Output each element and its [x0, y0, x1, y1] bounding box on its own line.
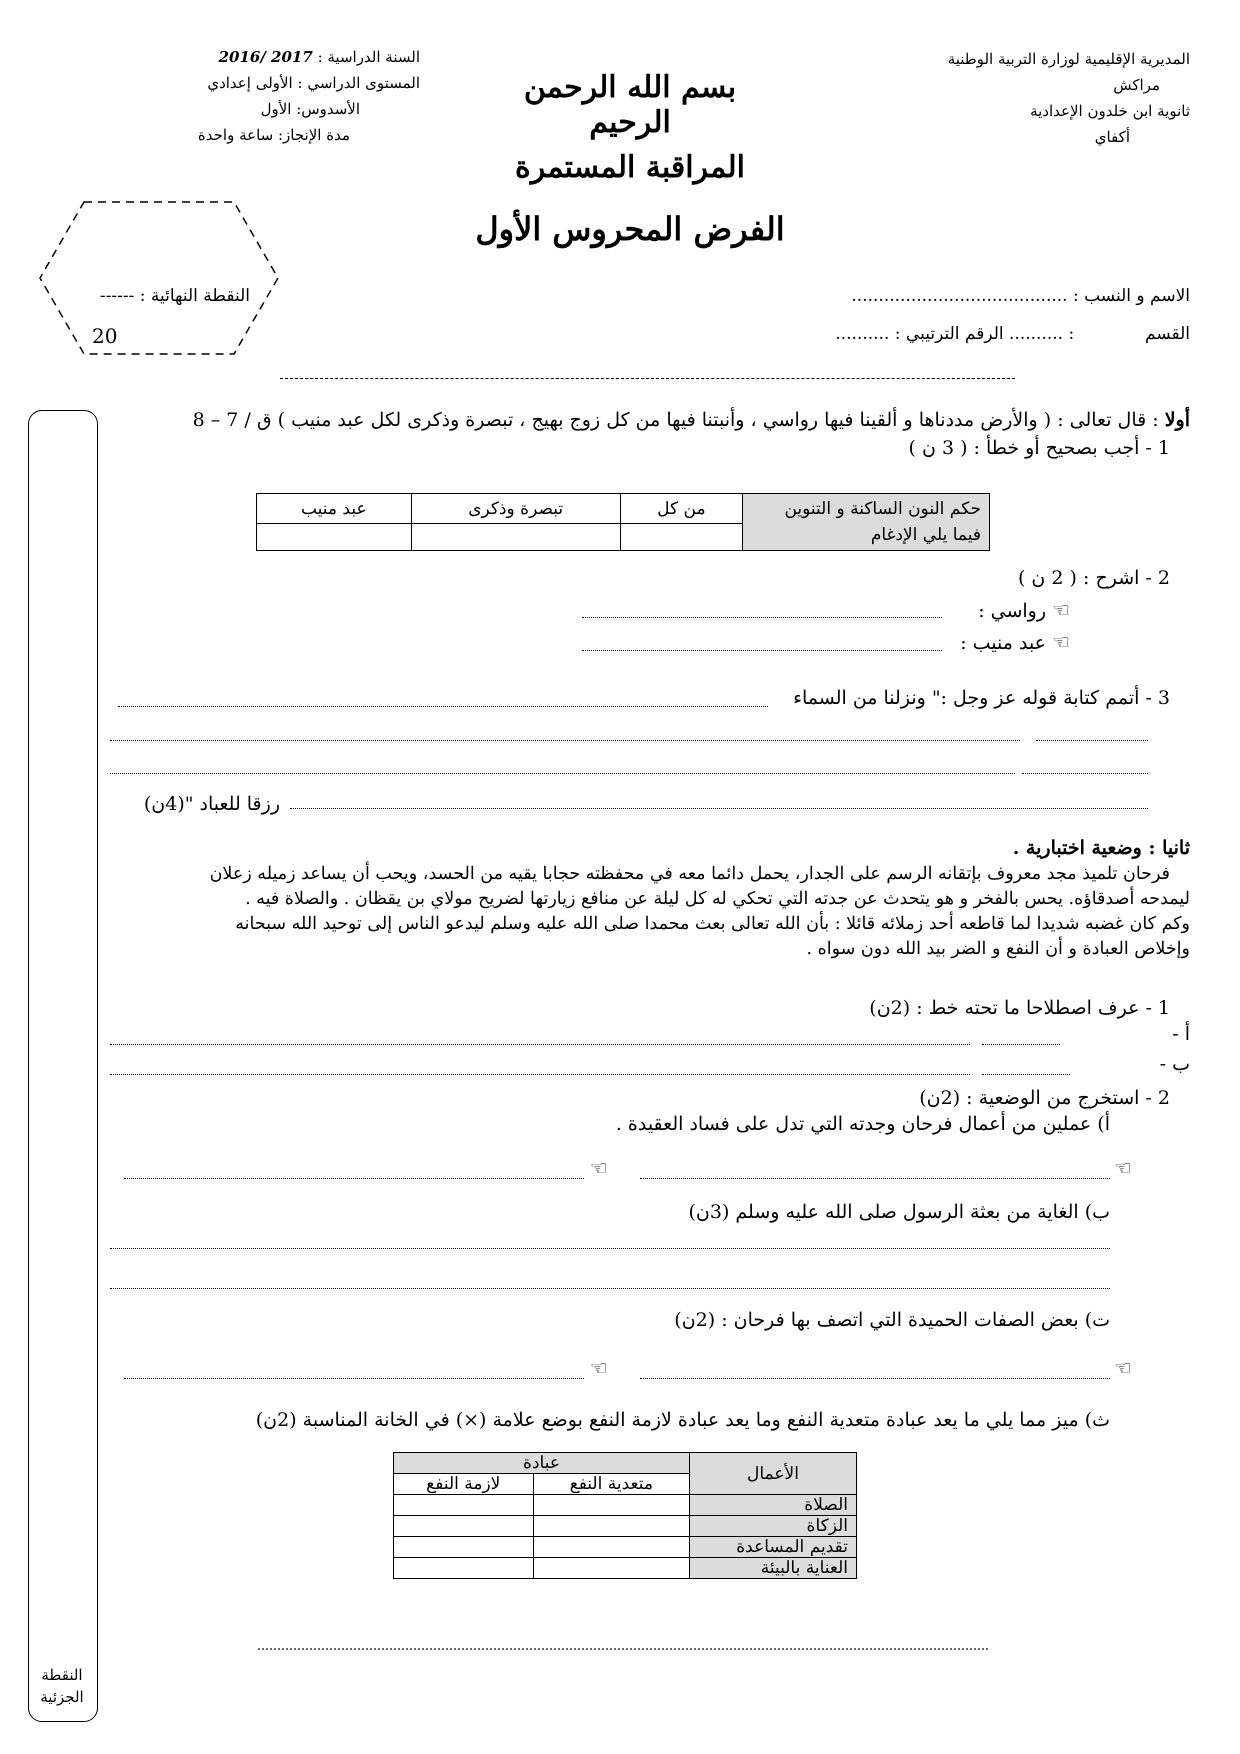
pointer-icon: ☜: [1052, 630, 1070, 654]
p2-q1-a-answer-2[interactable]: [982, 1044, 1060, 1045]
p1-question-1: 1 - أجب بصحيح أو خطأ : ( 3 ن ): [908, 437, 1170, 459]
pointer-icon: ☜: [590, 1356, 608, 1380]
verse-completion-line-4[interactable]: [290, 808, 1148, 809]
p2-q2-c: ت) بعض الصفات الحميدة التي اتصف بها فرحان : (2ن): [674, 1309, 1110, 1331]
verse-completion-line-1[interactable]: [118, 706, 768, 707]
p1-question-2: 2 - اشرح : ( 2 ن ): [1017, 567, 1170, 589]
work-row-cell[interactable]: [533, 1558, 689, 1579]
partial-score-label-1: النقطة: [41, 1666, 83, 1684]
explain-answer-2[interactable]: [582, 650, 942, 651]
part2-heading: ثانيا : وضعية اختبارية .: [1012, 837, 1190, 859]
part1-heading: أولا: [1164, 409, 1190, 431]
idgham-answer-1[interactable]: [620, 524, 742, 551]
separator-line: [280, 378, 1015, 379]
p2-q1-b: ب -: [1159, 1053, 1190, 1075]
intransitive-header: لازمة النفع: [394, 1474, 534, 1495]
explain-item-2: [910, 630, 1070, 655]
school-name: ثانوية ابن خلدون الإعدادية: [1030, 102, 1190, 120]
level: المستوى الدراسي : الأولى إعدادي: [207, 74, 420, 92]
verse-completion-line-2[interactable]: [110, 740, 1020, 741]
work-row-cell[interactable]: [394, 1558, 534, 1579]
idgham-table: [256, 493, 990, 551]
work-row-label: الزكاة: [690, 1516, 857, 1537]
worship-header: عبادة: [394, 1453, 690, 1474]
name-field[interactable]: ........................................: [851, 286, 1068, 306]
partial-score-box: [28, 410, 98, 1722]
pointer-icon: ☜: [1052, 598, 1070, 622]
school-year: [100, 44, 420, 70]
explain-item-1: [910, 598, 1070, 623]
work-row-cell[interactable]: [533, 1516, 689, 1537]
duration: مدة الإنجاز: ساعة واحدة: [197, 126, 350, 144]
explain-term-2: عبد منيب :: [960, 632, 1047, 654]
footer-separator: [258, 1648, 988, 1650]
partial-score-label-2: الجزئية: [40, 1688, 84, 1706]
p2-q1-a-answer-1[interactable]: [110, 1044, 970, 1045]
verse-completion-line-3b[interactable]: [1022, 773, 1148, 774]
p1-question-3: 3 - أتمم كتابة قوله عز وجل :" ونزلنا من السماء: [793, 687, 1170, 709]
transitive-header: متعدية النفع: [533, 1474, 689, 1495]
work-row-label: الصلاة: [690, 1495, 857, 1516]
school-year-value: 2016/ 2017: [218, 48, 313, 66]
p2-q2-a-answer-2[interactable]: [640, 1178, 1110, 1179]
verse-intro: : قال تعالى :: [1057, 409, 1159, 431]
idgham-col-3: عبد منيب: [257, 494, 412, 524]
exam-title-1: المراقبة المستمرة: [515, 150, 745, 185]
situation-line-3: وكم كان غضبه شديدا لما قاطعه أحد زملائه قائلا : بأن الله تعالى بعث محمدا صلى الله عليه وسلم ليدعو الناس إلى توحيد الله سبحانه: [235, 914, 1190, 934]
name-row: [790, 286, 1190, 306]
verse-completion-line-2b[interactable]: [1036, 740, 1148, 741]
work-row-cell[interactable]: [533, 1495, 689, 1516]
p2-q1-b-answer-1[interactable]: [110, 1074, 970, 1075]
header-right: [890, 46, 1190, 150]
p2-q2-d: ث) ميز مما يلي ما يعد عبادة متعدية النفع وما يعد عبادة لازمة النفع بوضع علامة (×) في الخانة المناسبة (2ن): [255, 1409, 1110, 1431]
p2-q2-a-answer-1[interactable]: [124, 1178, 584, 1179]
explain-answer-1[interactable]: [582, 617, 942, 618]
p2-q2-b-answer-1[interactable]: [110, 1248, 1110, 1249]
verse-text: ( والأرض مددناها و ألقينا فيها رواسي ، وأنبتنا فيها من كل زوج بهيج ، تبصرة وذكرى لكل عبد منيب ): [277, 409, 1052, 431]
p2-q2-c-answer-2[interactable]: [640, 1378, 1110, 1379]
score-hexagon: [36, 198, 282, 358]
p2-question-2: 2 - استخرج من الوضعية : (2ن): [919, 1087, 1170, 1109]
directorate: المديرية الإقليمية لوزارة التربية الوطنية: [947, 50, 1190, 68]
header-left: [100, 44, 420, 148]
idgham-col-2: تبصرة وذكرى: [411, 494, 620, 524]
works-header: الأعمال: [690, 1453, 857, 1495]
pointer-icon: ☜: [1114, 1156, 1132, 1180]
p2-q1-a: أ -: [1172, 1023, 1190, 1045]
p2-q2-a: أ) عملين من أعمال فرحان وجدته التي تدل على فساد العقيدة .: [615, 1113, 1110, 1135]
work-row-cell[interactable]: [394, 1495, 534, 1516]
class-row: [770, 324, 1190, 344]
work-row-cell[interactable]: [394, 1537, 534, 1558]
class-field[interactable]: : ..........: [1009, 324, 1075, 344]
situation-line-2: ليمدحه أصدقاؤه. يحس بالفخر و هو يتحدث عن جدته التي تحكي له كل ليلة عن منافع زيارتها لضريح مولاي بن يقظان . والصلاة فيه .: [245, 889, 1190, 909]
worship-table: [393, 1452, 857, 1579]
verse-reference: ق / 7 – 8: [192, 409, 272, 431]
p2-q2-b: ب) الغاية من بعثة الرسول صلى الله عليه وسلم (3ن): [688, 1201, 1110, 1223]
situation-line-4: وإخلاص العبادة و أن النفع و الضر بيد الله دون سواه .: [806, 939, 1190, 959]
work-row-cell[interactable]: [533, 1537, 689, 1558]
semester: الأسدوس: الأول: [260, 100, 360, 118]
work-row-label: تقديم المساعدة: [690, 1537, 857, 1558]
number-label: الرقم الترتيبي :: [894, 324, 1004, 344]
class-label: القسم: [1145, 324, 1190, 344]
idgham-answer-3[interactable]: [257, 524, 412, 551]
pointer-icon: ☜: [590, 1156, 608, 1180]
idgham-answer-2[interactable]: [411, 524, 620, 551]
situation-line-1: فرحان تلميذ مجد معروف بإتقانه الرسم على الجدار، يحمل دائما معه في محفظته حجابا يقيه من الحسد، ويحب أن يساعد زميله زعلان: [209, 864, 1170, 884]
school-year-label: السنة الدراسية :: [317, 48, 420, 66]
idgham-row-header: حكم النون الساكنة و التنوين فيما يلي الإدغام: [743, 494, 990, 551]
number-field[interactable]: ..........: [835, 324, 890, 344]
work-row-cell[interactable]: [394, 1516, 534, 1537]
p2-q2-b-answer-2[interactable]: [110, 1288, 1110, 1289]
locality: أكفاي: [1094, 128, 1130, 146]
work-row-label: العناية بالبيئة: [690, 1558, 857, 1579]
pointer-icon: ☜: [1114, 1356, 1132, 1380]
verse-end: رزقا للعباد "(4ن): [143, 793, 280, 815]
p2-q2-c-answer-1[interactable]: [124, 1378, 584, 1379]
situation-text: [80, 862, 1190, 962]
name-label: الاسم و النسب :: [1072, 286, 1190, 306]
idgham-col-1: من كل: [620, 494, 742, 524]
exam-title-2: الفرض المحروس الأول: [475, 210, 785, 248]
p2-q1-b-answer-2[interactable]: [982, 1074, 1070, 1075]
explain-term-1: رواسي :: [978, 600, 1047, 622]
city: مراكش: [1113, 76, 1160, 94]
partial-score-label: [28, 1664, 96, 1708]
p2-question-1: 1 - عرف اصطلاحا ما تحته خط : (2ن): [869, 997, 1170, 1019]
verse-line: [120, 408, 1190, 432]
verse-completion-line-3[interactable]: [110, 773, 1015, 774]
final-score-label: النقطة النهائية : ------: [99, 286, 250, 306]
basmala: بسم الله الرحمن الرحيم: [523, 70, 737, 140]
final-score-total: 20: [92, 324, 118, 348]
